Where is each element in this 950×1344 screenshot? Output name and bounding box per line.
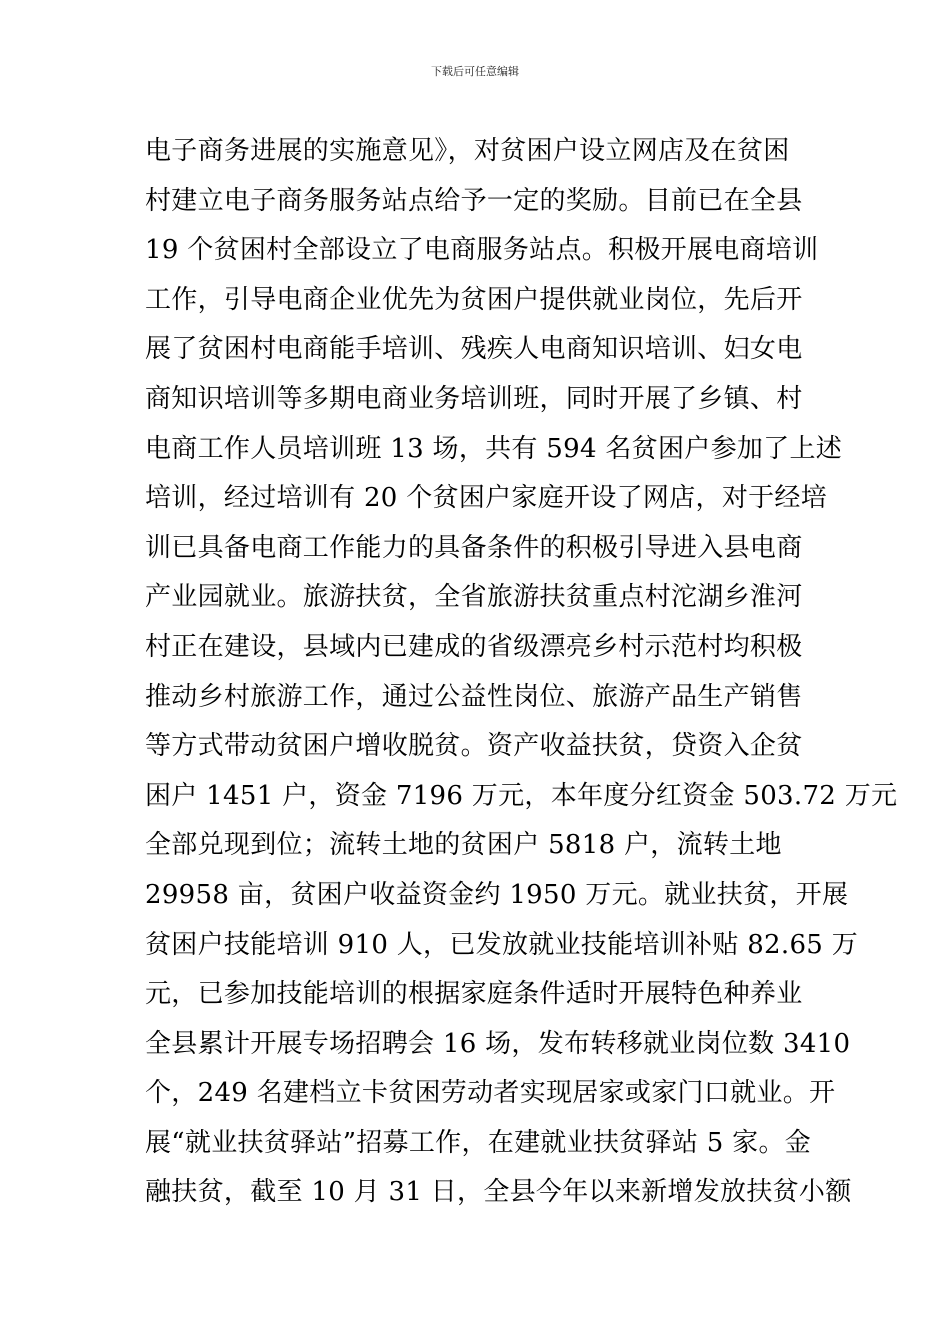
text-line: 培训，经过培训有 20 个贫困户家庭开设了网店，对于经培: [145, 483, 828, 514]
text-line: 全部兑现到位；流转土地的贫困户 5818 户，流转土地: [145, 830, 782, 861]
text-line: 全县累计开展专场招聘会 16 场，发布转移就业岗位数 3410: [145, 1028, 851, 1059]
body-paragraph: [145, 127, 898, 1218]
text-line: 元，已参加技能培训的根据家庭条件适时开展特色种养业: [145, 979, 803, 1010]
text-line: 电子商务进展的实施意见》，对贫困户设立网店及在贫困: [145, 136, 790, 166]
text-line: 贫困户技能培训 910 人，已发放就业技能培训补贴 82.65 万: [145, 929, 859, 960]
text-line: 产业园就业。旅游扶贫，全省旅游扶贫重点村沱湖乡淮河: [145, 582, 803, 613]
text-line: 推动乡村旅游工作，通过公益性岗位、旅游产品生产销售: [145, 681, 803, 712]
text-line: 展了贫困村电商能手培训、残疾人电商知识培训、妇女电: [145, 334, 803, 365]
text-line: 村正在建设，县域内已建成的省级漂亮乡村示范村均积极: [145, 631, 803, 662]
text-line: 村建立电子商务服务站点给予一定的奖励。目前已在全县: [145, 185, 803, 216]
text-line: 困户 1451 户，资金 7196 万元，本年度分红资金 503.72 万元: [145, 780, 898, 811]
text-line: 训已具备电商工作能力的具备条件的积极引导进入县电商: [145, 532, 803, 563]
text-line: 个，249 名建档立卡贫困劳动者实现居家或家门口就业。开: [145, 1078, 836, 1109]
text-line: 29958 亩，贫困户收益资金约 1950 万元。就业扶贫，开展: [145, 879, 849, 910]
text-line: 展“就业扶贫驿站”招募工作，在建就业扶贫驿站 5 家。金: [145, 1127, 812, 1158]
text-line: 工作，引导电商企业优先为贫困户提供就业岗位，先后开: [145, 284, 803, 315]
text-line: 等方式带动贫困户增收脱贫。资产收益扶贫，贷资入企贫: [145, 731, 803, 762]
text-line: 19 个贫困村全部设立了电商服务站点。积极开展电商培训: [145, 235, 819, 266]
text-line: 电商工作人员培训班 13 场，共有 594 名贫困户参加了上述: [145, 433, 843, 464]
text-line: 融扶贫，截至 10 月 31 日，全县今年以来新增发放扶贫小额: [145, 1177, 852, 1208]
text-line: 商知识培训等多期电商业务培训班，同时开展了乡镇、村: [145, 383, 803, 414]
page-header: 下载后可任意编辑: [431, 65, 519, 78]
